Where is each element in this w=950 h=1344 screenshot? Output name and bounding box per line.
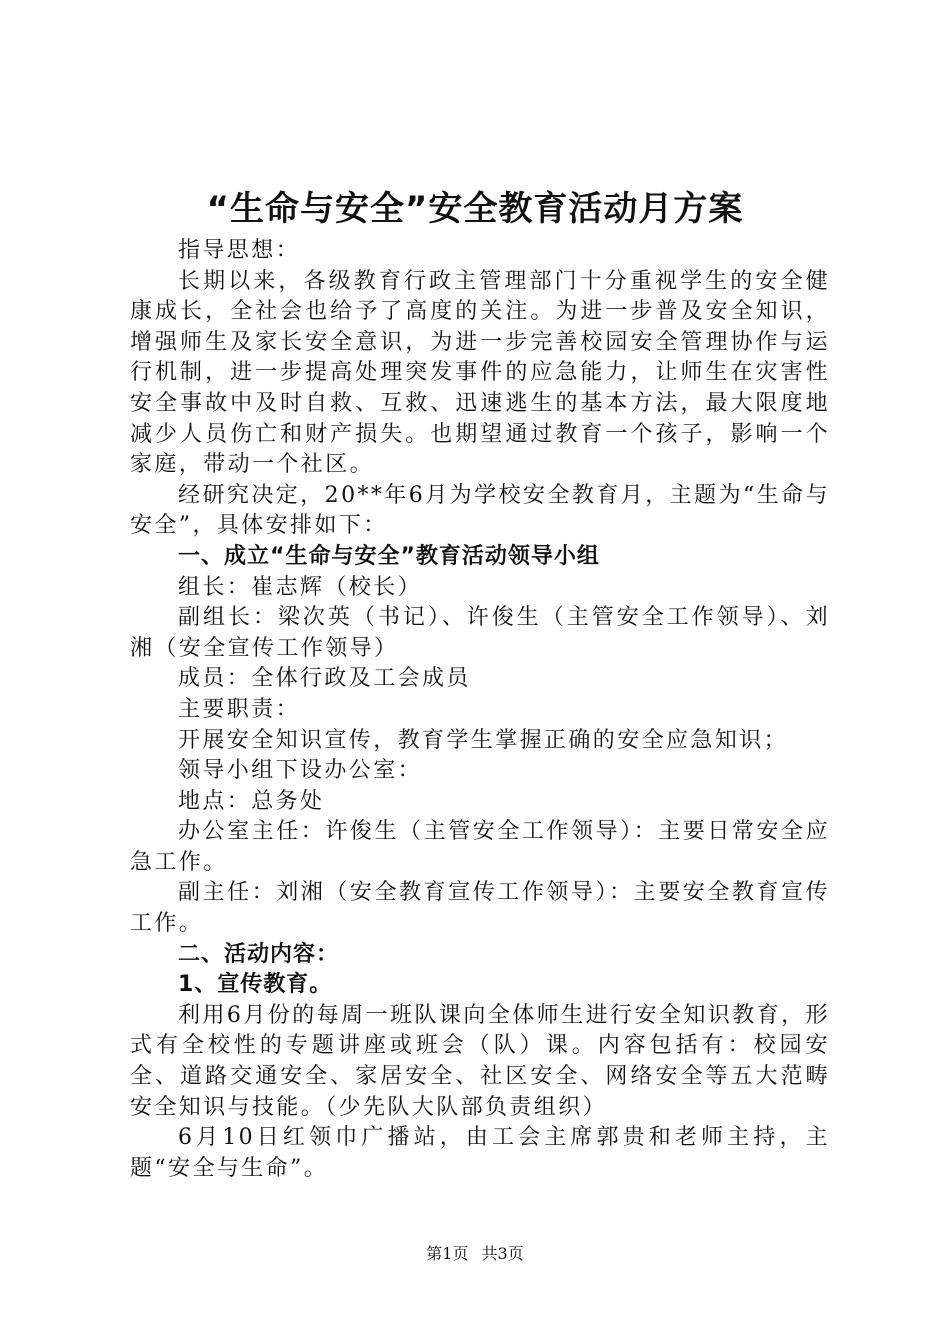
paragraph: 成员：全体行政及工会成员 — [178, 666, 471, 692]
paragraph: 指导思想： — [178, 238, 301, 263]
document-title: “生命与安全”安全教育活动月方案 — [206, 189, 744, 229]
paragraph: 副组长：梁次英（书记）、许俊生（主管安全工作领导）、刘湘（安全宣传工作领导） — [130, 605, 830, 661]
paragraph: 领导小组下设办公室： — [178, 758, 423, 784]
section-heading: 一、成立“生命与安全”教育活动领导小组 — [178, 543, 600, 569]
page-number: 第1页 — [426, 1244, 469, 1263]
paragraph: 利用6月份的每周一班队课向全体师生进行安全知识教育，形式有全校性的专题讲座或班会（队）课。内容包括有：校园安全、道路交通安全、家居安全、社区安全、网络安全等五大范畴安全知识与技能。（少先队大队部负责组织） — [130, 1002, 830, 1120]
paragraph: 开展安全知识宣传，教育学生掌握正确的安全应急知识； — [178, 727, 789, 753]
paragraph: 经研究决定，20**年6月为学校安全教育月，主题为“生命与安全”，具体安排如下： — [130, 482, 830, 539]
paragraph: 6月10日红领巾广播站，由工会主席郭贵和老师主持，主题“安全与生命”。 — [130, 1125, 830, 1181]
document-body — [130, 236, 830, 1184]
section-heading: 二、活动内容： — [178, 941, 340, 967]
section-heading: 1、宣传教育。 — [178, 972, 333, 998]
paragraph: 地点：总务处 — [178, 788, 325, 814]
page-total: 共3页 — [481, 1244, 524, 1263]
paragraph: 组长：崔志辉（校长） — [178, 574, 423, 600]
paragraph: 主要职责： — [178, 696, 301, 722]
paragraph: 长期以来，各级教育行政主管理部门十分重视学生的安全健康成长，全社会也给予了高度的关注。为进一步普及安全知识，增强师生及家长安全意识，为进一步完善校园安全管理协作与运行机制，进一步提高处理突发事件的应急能力，让师生在灾害性安全事故中及时自救、互救、迅速逃生的基本方法，最大限度地减少人员伤亡和财产损失。也期望通过教育一个孩子，影响一个家庭，带动一个社区。 — [130, 268, 830, 478]
paragraph: 副主任：刘湘（安全教育宣传工作领导）：主要安全教育宣传工作。 — [130, 880, 830, 937]
page-footer — [0, 1243, 950, 1265]
paragraph: 办公室主任：许俊生（主管安全工作领导）：主要日常安全应急工作。 — [130, 819, 830, 875]
